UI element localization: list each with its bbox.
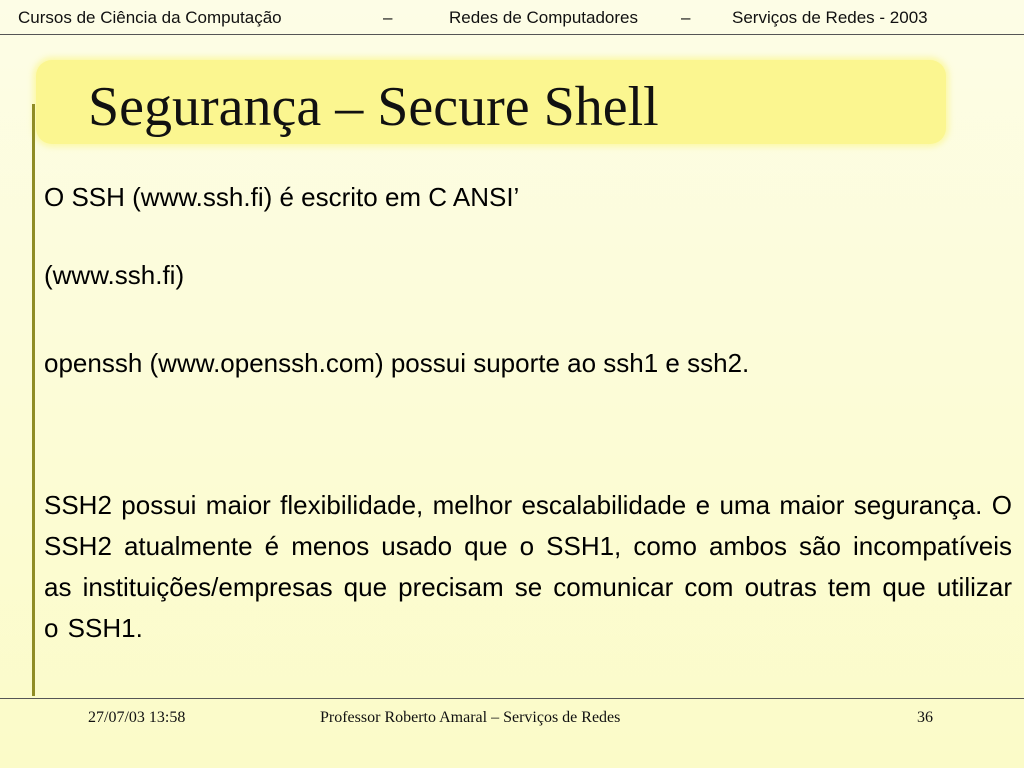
- header-separator: –: [383, 8, 393, 27]
- header-subject: Redes de Computadores: [449, 8, 639, 27]
- left-rule: [32, 104, 35, 696]
- slide-header: [0, 0, 1024, 35]
- footer-author: Professor Roberto Amaral – Serviços de Redes: [320, 709, 621, 726]
- body-line-1: O SSH (www.ssh.fi) é escrito em C ANSI’: [44, 182, 520, 212]
- footer-rule: [0, 698, 1024, 699]
- header-separator: –: [681, 8, 691, 27]
- slide-title: Segurança – Secure Shell: [88, 76, 659, 138]
- header-course: Cursos de Ciência da Computação: [18, 8, 282, 27]
- footer-page-number: 36: [917, 709, 933, 726]
- body-line-3: openssh (www.openssh.com) possui suporte ao ssh1 e ssh2.: [44, 348, 750, 378]
- body-paragraph: SSH2 possui maior flexibilidade, melhor escalabilidade e uma maior segurança. O SSH2 atualmente é menos usado que o SSH1, como ambos são incompatíveis as instituições/empresas que precisam se comunicar com outras tem que utilizar o SSH1.: [44, 490, 1012, 643]
- body-line-2: (www.ssh.fi): [44, 260, 185, 290]
- header-topic: Serviços de Redes - 2003: [732, 8, 928, 27]
- footer-datetime: 27/07/03 13:58: [88, 709, 186, 726]
